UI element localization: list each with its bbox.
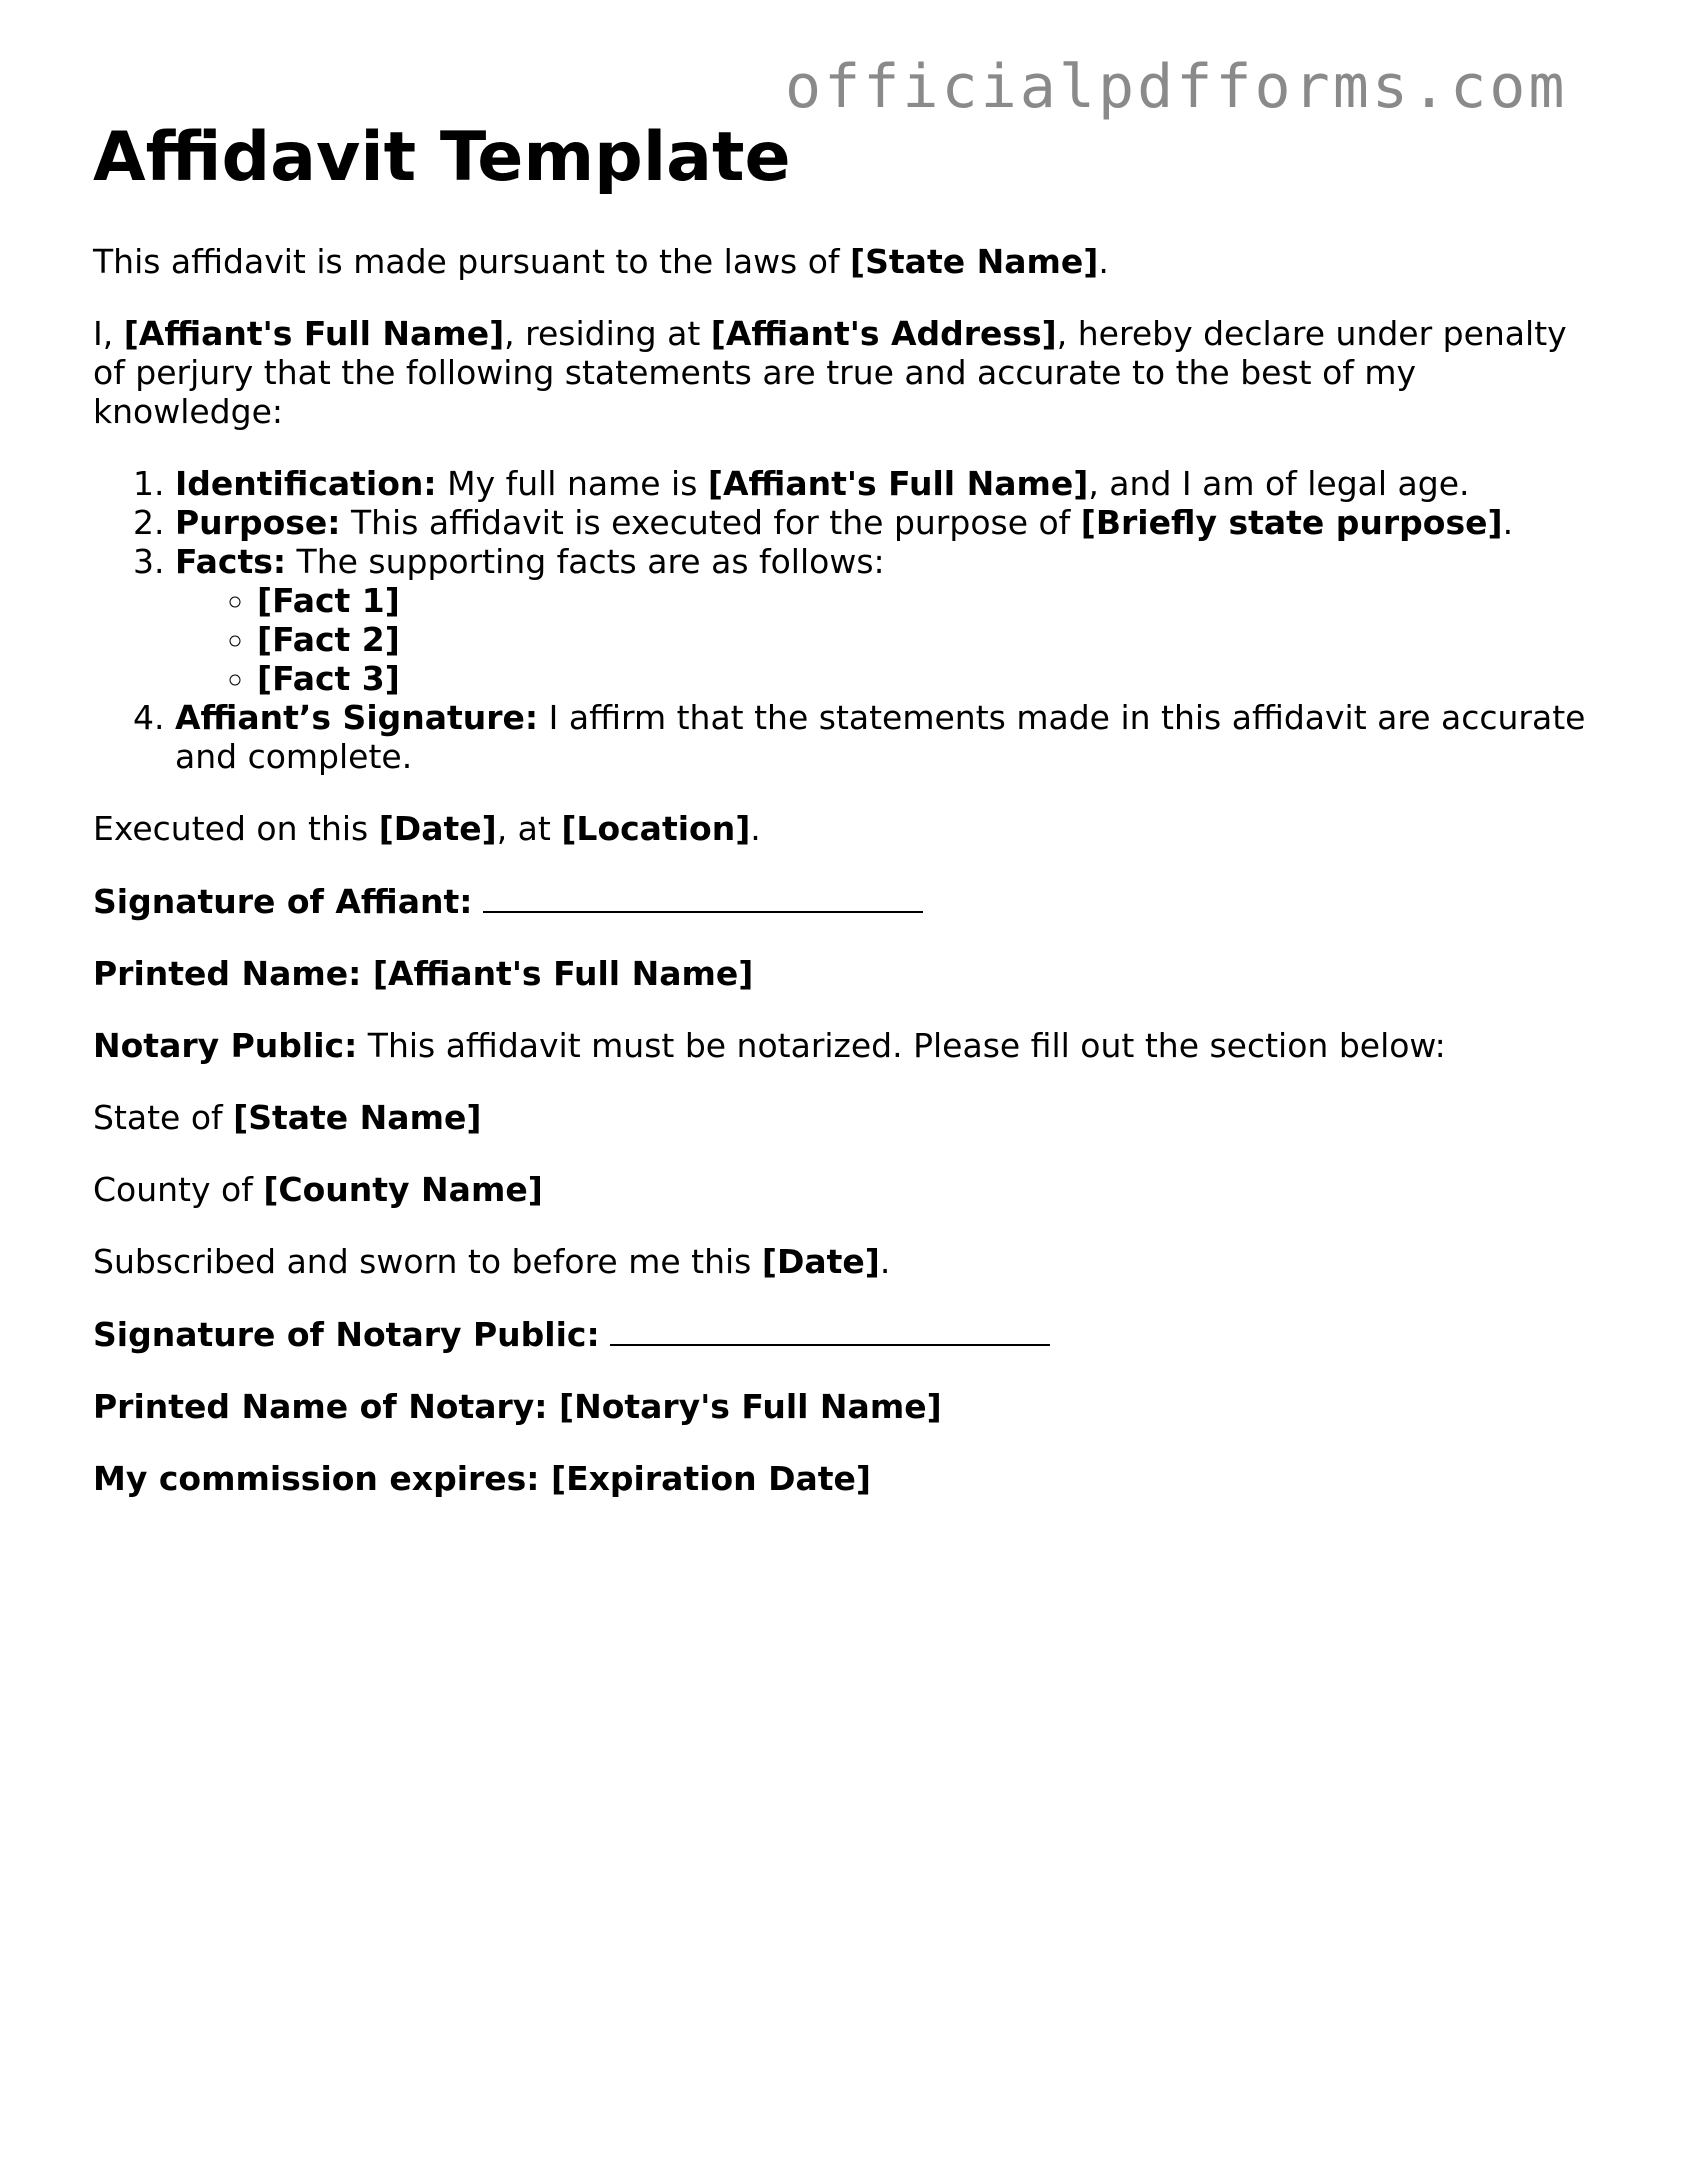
notary-text: This affidavit must be notarized. Please fill out the section below: bbox=[357, 1026, 1446, 1065]
county-of-line: County of [County Name] bbox=[93, 1170, 543, 1209]
signature-affiant-label: Signature of Affiant: bbox=[93, 882, 473, 921]
state-of-line: State of [State Name] bbox=[93, 1098, 482, 1137]
notary-signature-line bbox=[93, 1314, 1598, 1354]
fact-item: ◦ [Fact 2] bbox=[257, 620, 1598, 659]
notary-printed-name-label: Printed Name of Notary: [Notary's Full Name] bbox=[93, 1387, 942, 1426]
affidavit-document bbox=[93, 118, 1598, 1531]
statement-text: I affirm that the statements made in this affidavit are accurate and complete. bbox=[175, 698, 1586, 776]
declaration-end: , hereby declare under penalty of perjury that the following statements are true and accurate to the best of my knowledge: bbox=[93, 314, 1567, 431]
watermark: officialpdfforms.com bbox=[785, 52, 1568, 122]
location-field: [Location] bbox=[561, 809, 751, 848]
signature-notary-label: Signature of Notary Public: bbox=[93, 1315, 600, 1354]
statement-purpose bbox=[175, 503, 1598, 542]
executed-line: Executed on this [Date], at [Location]. bbox=[93, 809, 761, 848]
printed-name-label: Printed Name: [Affiant's Full Name] bbox=[93, 954, 754, 993]
commission-label: My commission expires: [Expiration Date] bbox=[93, 1459, 872, 1498]
sworn-line: Subscribed and sworn to before me this [Date]. bbox=[93, 1242, 891, 1281]
statement-text: My full name is bbox=[436, 464, 708, 503]
statement-label: Facts: bbox=[175, 542, 287, 581]
notary-signature-blank[interactable] bbox=[610, 1314, 1050, 1346]
affiant-signature-blank[interactable] bbox=[483, 881, 923, 913]
facts-list bbox=[175, 581, 1598, 698]
intro-paragraph bbox=[93, 242, 1598, 281]
fact-item: ◦ [Fact 3] bbox=[257, 659, 1598, 698]
affiant-name-field: [Affiant's Full Name] bbox=[123, 314, 505, 353]
notary-printed-name-line bbox=[93, 1387, 1598, 1426]
purpose-field: [Briefly state purpose] bbox=[1080, 503, 1503, 542]
date-field: [Date] bbox=[761, 1242, 880, 1281]
statement-label: Affiant’s Signature: bbox=[175, 698, 539, 737]
affiant-name-field: [Affiant's Full Name] bbox=[707, 464, 1089, 503]
statement-text: , and I am of legal age. bbox=[1088, 464, 1470, 503]
commission-line bbox=[93, 1459, 1598, 1498]
statement-identification bbox=[175, 464, 1598, 503]
statement-text: This affidavit is executed for the purpose of bbox=[340, 503, 1081, 542]
notary-label: Notary Public: bbox=[93, 1026, 358, 1065]
declaration-paragraph bbox=[93, 314, 1598, 431]
declaration-mid: , residing at bbox=[504, 314, 711, 353]
printed-name-line bbox=[93, 954, 1598, 993]
intro-end: . bbox=[1098, 242, 1109, 281]
statement-signature bbox=[175, 698, 1598, 776]
date-field: [Date] bbox=[378, 809, 497, 848]
affiant-address-field: [Affiant's Address] bbox=[710, 314, 1057, 353]
statements-list bbox=[93, 464, 1598, 776]
intro-text: This affidavit is made pursuant to the laws of bbox=[93, 242, 851, 281]
statement-label: Purpose: bbox=[175, 503, 341, 542]
affiant-signature-line bbox=[93, 881, 1598, 921]
county-name-field: [County Name] bbox=[263, 1170, 543, 1209]
statement-text: . bbox=[1502, 503, 1514, 542]
state-name-field: [State Name] bbox=[850, 242, 1099, 281]
statement-label: Identification: bbox=[175, 464, 437, 503]
page-title: Affidavit Template bbox=[93, 118, 791, 197]
notary-intro bbox=[93, 1026, 1598, 1065]
state-name-field: [State Name] bbox=[233, 1098, 482, 1137]
declaration-start: I, bbox=[93, 314, 124, 353]
fact-item: ◦ [Fact 1] bbox=[257, 581, 1598, 620]
statement-facts bbox=[175, 542, 1598, 698]
statement-text: The supporting facts are as follows: bbox=[286, 542, 885, 581]
